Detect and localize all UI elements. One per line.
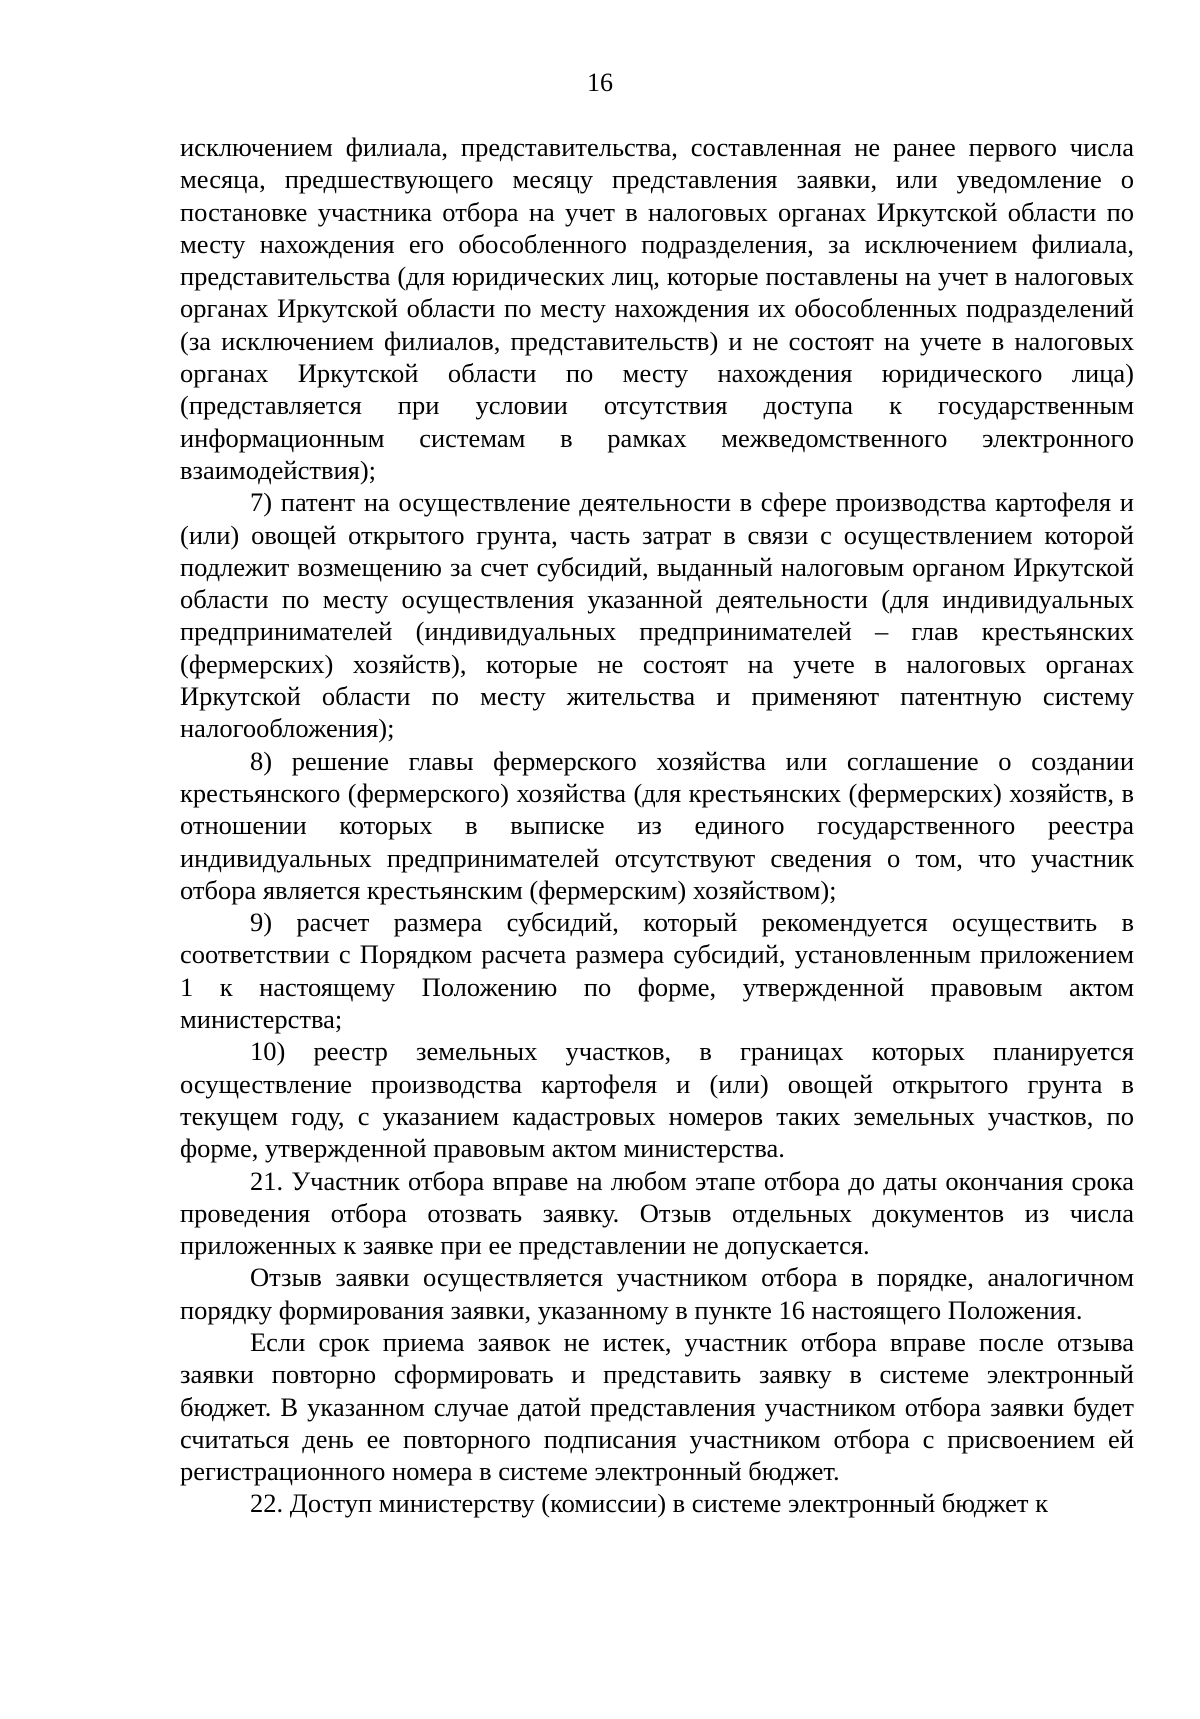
paragraph-item-7: 7) патент на осуществление деятельности в сфере производства картофеля и (или) овощей открытого грунта, часть затрат в связи с осуществлением которой подлежит возмещению за счет субсидий, выданный налоговым органом Иркутской области по месту осуществления указанной деятельности (для индивидуальных предпринимателей (индивидуальных предпринимателей – глав крестьянских (фермерских) хозяйств), которые не состоят на учете в налоговых органах Иркутской области по месту жительства и применяют патентную систему налогообложения); (180, 487, 1134, 744)
page-number: 16 (587, 68, 613, 97)
document-body (180, 131, 1134, 1520)
paragraph-item-8: 8) решение главы фермерского хозяйства или соглашение о создании крестьянского (фермерского) хозяйства (для крестьянских (фермерских) хозяйств, в отношении которых в выписке из единого государственного реестра индивидуальных предпринимателей отсутствуют сведения о том, что участник отбора является крестьянским (фермерским) хозяйством); (180, 745, 1134, 905)
paragraph-resubmission: Если срок приема заявок не истек, участник отбора вправе после отзыва заявки повторно сформировать и представить заявку в системе электронный бюджет. В указанном случае датой представления участником отбора заявки будет считаться день ее повторного подписания участником отбора с присвоением ей регистрационного номера в системе электронный бюджет. (180, 1326, 1134, 1487)
paragraph-item-10: 10) реестр земельных участков, в границах которых планируется осуществление производства картофеля и (или) овощей открытого грунта в текущем году, с указанием кадастровых номеров таких земельных участков, по форме, утвержденной правовым актом министерства. (180, 1036, 1134, 1164)
paragraph-section-21: 21. Участник отбора вправе на любом этапе отбора до даты окончания срока проведения отбора отозвать заявку. Отзыв отдельных документов из числа приложенных к заявке при ее представлении не допускается. (180, 1165, 1134, 1261)
paragraph-item-9: 9) расчет размера субсидий, который рекомендуется осуществить в соответствии с Порядком расчета размера субсидий, установленным приложением 1 к настоящему Положению по форме, утвержденной правовым актом министерства; (180, 907, 1134, 1035)
paragraph-withdrawal-procedure: Отзыв заявки осуществляется участником отбора в порядке, аналогичном порядку формирования заявки, указанному в пункте 16 настоящего Положения. (180, 1262, 1134, 1325)
paragraph-continuation: исключением филиала, представительства, составленная не ранее первого числа месяца, предшествующего месяцу представления заявки, или уведомление о постановке участника отбора на учет в налоговых органах Иркутской области по месту нахождения его обособленного подразделения, за исключением филиала, представительства (для юридических лиц, которые поставлены на учет в налоговых органах Иркутской области по месту нахождения их обособленных подразделений (за исключением филиалов, представительств) и не состоят на учете в налоговых органах Иркутской области по месту нахождения юридического лица) (представляется при условии отсутствия доступа к государственным информационным системам в рамках межведомственного электронного взаимодействия); (180, 132, 1134, 485)
paragraph-section-22: 22. Доступ министерству (комиссии) в системе электронный бюджет к (250, 1488, 1049, 1519)
